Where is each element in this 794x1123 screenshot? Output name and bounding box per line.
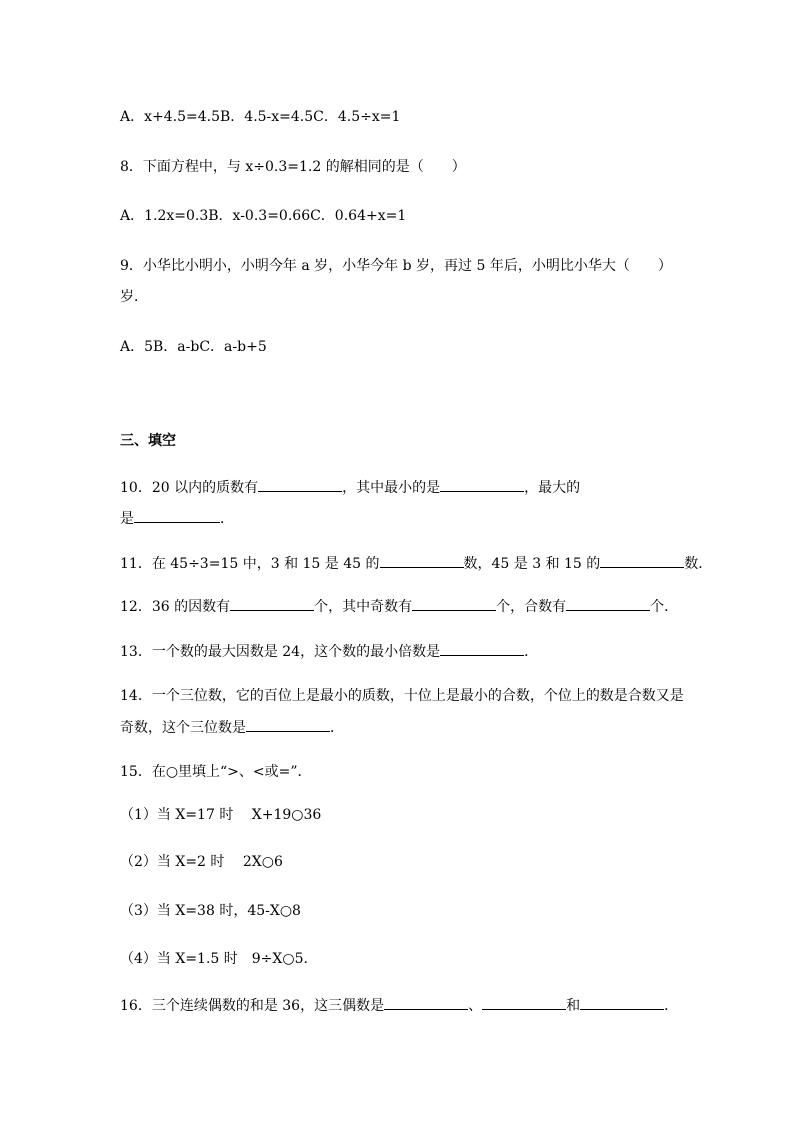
question-13: [120, 641, 538, 662]
question-11-text: 数．: [684, 556, 713, 572]
question-9-stem-continued: 岁．: [120, 289, 148, 305]
question-9-stem: 9．小华比小明小，小明今年 a 岁，小华今年 b 岁，再过 5 年后，小明比小华大（ ）: [120, 258, 672, 274]
answer-blank[interactable]: [258, 477, 342, 492]
answer-blank[interactable]: [566, 596, 650, 611]
answer-blank[interactable]: [440, 477, 524, 492]
question-10-text: ，其中最小的是: [342, 480, 441, 496]
answer-blank[interactable]: [482, 995, 566, 1010]
question-15-stem: 15．在○里填上“>、<或=”．: [120, 764, 312, 780]
question-7-options: A．x+4.5=4.5B．4.5-x=4.5C．4.5÷x=1: [120, 109, 401, 125]
question-15-item-3: （3）当 X=38 时，45-X○8: [120, 903, 301, 919]
question-8-stem: 8．下面方程中，与 x÷0.3=1.2 的解相同的是（ ）: [120, 159, 466, 175]
question-11-text: 11．在 45÷3=15 中，3 和 15 是 45 的: [120, 556, 380, 572]
answer-blank[interactable]: [580, 995, 664, 1010]
question-16-text: 和: [566, 998, 581, 1014]
question-16-text: 16．三个连续偶数的和是 36，这三偶数是: [120, 998, 385, 1014]
answer-blank[interactable]: [600, 553, 684, 568]
question-11-text: 数，45 是 3 和 15 的: [463, 556, 601, 572]
question-16: [120, 995, 678, 1016]
question-13-text: 13．一个数的最大因数是 24，这个数的最小倍数是: [120, 644, 441, 660]
question-12-text: 个，其中奇数有: [314, 599, 413, 615]
question-15-item-4: （4）当 X=1.5 时 9÷X○5．: [120, 951, 318, 967]
question-10-continued: [120, 508, 234, 529]
question-16-text: 、: [468, 998, 483, 1014]
question-14: 14．一个三位数，它的百位上是最小的质数，十位上是最小的合数，个位上的数是合数又是: [120, 688, 684, 704]
question-10: [120, 477, 580, 498]
question-14-text: ．: [330, 720, 344, 736]
answer-blank[interactable]: [230, 596, 314, 611]
answer-blank[interactable]: [384, 995, 468, 1010]
answer-blank[interactable]: [134, 508, 220, 523]
question-15-item-2: （2）当 X=2 时 2X○6: [120, 854, 283, 870]
question-12-text: 个，合数有: [496, 599, 567, 615]
question-13-text: ．: [524, 644, 539, 660]
question-15-item-1: （1）当 X=17 时 X+19○36: [120, 807, 322, 823]
answer-blank[interactable]: [246, 717, 330, 732]
question-14-text: 奇数，这个三位数是: [120, 720, 246, 736]
question-12-text: 个．: [650, 599, 679, 615]
question-12: [120, 596, 678, 617]
question-10-text: ，最大的: [524, 480, 581, 496]
section-title: 三、填空: [120, 433, 176, 449]
question-9-options: A．5B．a-bC．a-b+5: [120, 339, 267, 355]
question-14-continued: [120, 717, 344, 738]
answer-blank[interactable]: [380, 553, 464, 568]
question-10-text: ．: [220, 511, 234, 527]
question-8-options: A．1.2x=0.3B．x-0.3=0.66C．0.64+x=1: [120, 208, 407, 224]
question-11: [120, 553, 712, 574]
question-10-text: 是: [120, 511, 134, 527]
answer-blank[interactable]: [440, 641, 524, 656]
question-12-text: 12．36 的因数有: [120, 599, 231, 615]
answer-blank[interactable]: [412, 596, 496, 611]
question-10-text: 10．20 以内的质数有: [120, 480, 259, 496]
question-16-text: ．: [664, 998, 679, 1014]
